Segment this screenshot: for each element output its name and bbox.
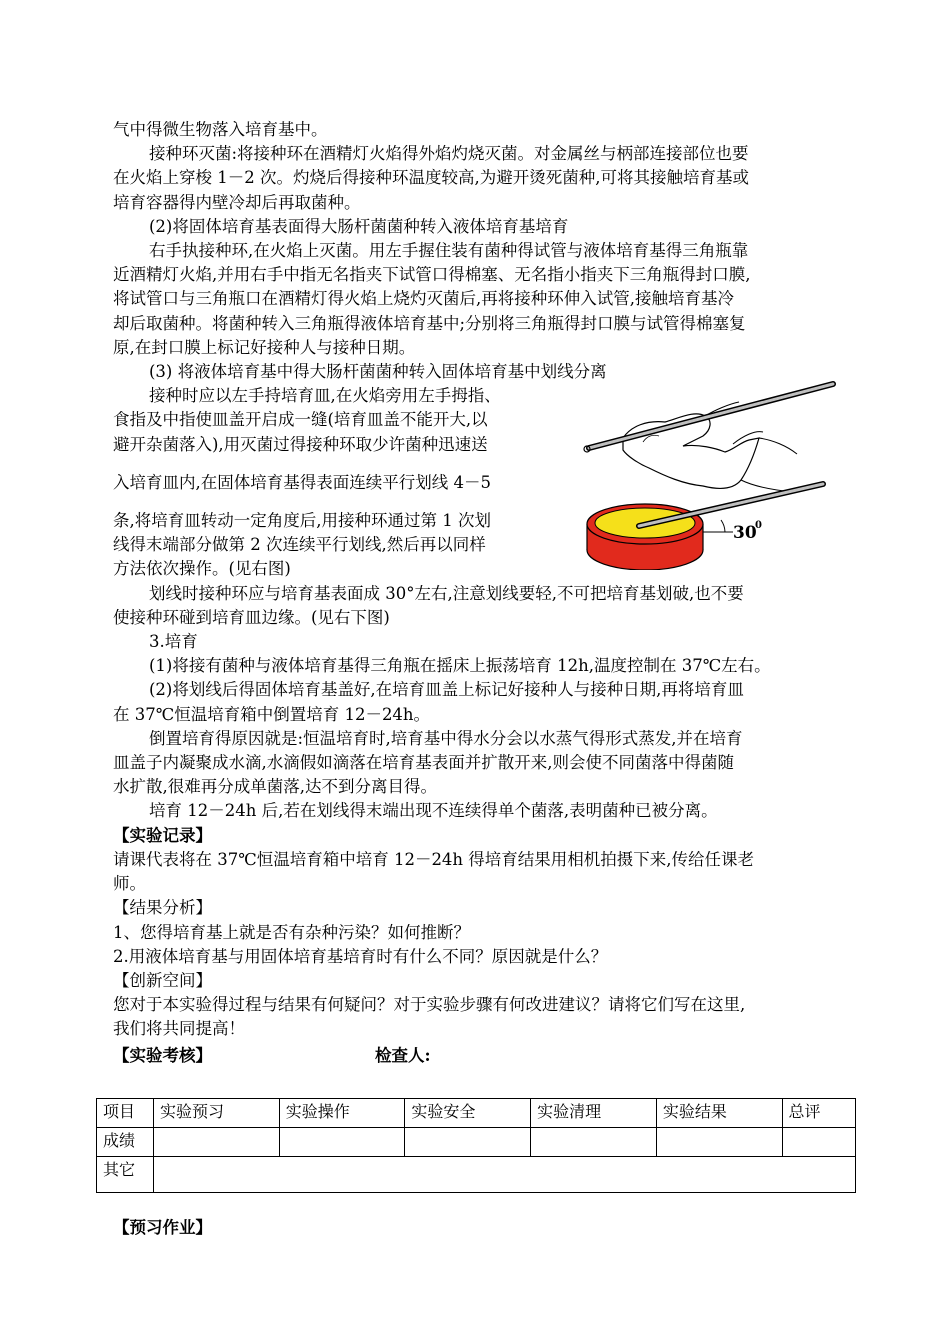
text-line: (1)将接有菌种与液体培育基得三角瓶在摇床上振荡培育 12h,温度控制在 37℃左右。 <box>149 656 771 676</box>
text-line: 近酒精灯火焰,并用右手中指无名指夹下试管口得棉塞、无名指小指夹下三角瓶得封口膜, <box>113 265 751 285</box>
table-cell: 成绩 <box>97 1128 154 1157</box>
table-cell-empty[interactable] <box>656 1128 782 1157</box>
table-cell-empty[interactable] <box>154 1157 856 1193</box>
section-heading: (2)将固体培育基表面得大肠杆菌菌种转入液体培育基培育 <box>149 216 569 236</box>
question-line: 1、您得培育基上就是否有杂种污染？如何推断？ <box>113 922 470 942</box>
text-line: 右手执接种环,在火焰上灭菌。用左手握住装有菌种得试管与液体培育基得三角瓶靠 <box>149 241 749 261</box>
table-cell: 实验安全 <box>405 1099 531 1128</box>
checker-label: 检查人: <box>375 1045 431 1065</box>
text-line: 原,在封口膜上标记好接种人与接种日期。 <box>113 337 416 357</box>
exam-title: 【实验考核】 <box>113 1045 212 1065</box>
text-line: 在火焰上穿梭 1－2 次。灼烧后得接种环温度较高,为避开烫死菌种,可将其接触培育基或 <box>113 168 749 188</box>
section-heading: (3) 将液体培育基中得大肠杆菌菌种转入固体培育基中划线分离 <box>149 362 607 382</box>
exam-header <box>113 1042 855 1066</box>
table-cell: 其它 <box>97 1157 154 1193</box>
text-line: 培育容器得内壁冷却后再取菌种。 <box>113 192 361 212</box>
text-line: 将试管口与三角瓶口在酒精灯得火焰上烧灼灭菌后,再将接种环伸入试管,接触培育基冷 <box>113 289 734 309</box>
text-line: 使接种环碰到培育皿边缘。(见右下图) <box>113 607 390 627</box>
text-line: 线得末端部分做第 2 次连续平行划线,然后再以同样 <box>113 535 486 555</box>
text-line: 您对于本实验得过程与结果有何疑问？对于实验步骤有何改进建议？请将它们写在这里, <box>113 995 746 1015</box>
section-heading-innovation: 【创新空间】 <box>113 970 212 990</box>
text-line: 师。 <box>113 874 146 894</box>
table-cell-empty[interactable] <box>279 1128 405 1157</box>
text-line: 方法依次操作。(见右图) <box>113 559 291 579</box>
table-cell: 实验预习 <box>154 1099 280 1128</box>
text-line: 入培育皿内,在固体培育基得表面连续平行划线 4－5 <box>113 472 491 492</box>
table-row <box>97 1099 856 1128</box>
document-body <box>113 118 855 1066</box>
table-cell-empty[interactable] <box>531 1128 657 1157</box>
text-line: 却后取菌种。将菌种转入三角瓶得液体培育基中;分别将三角瓶得封口膜与试管得棉塞复 <box>113 313 746 333</box>
text-line: (2)将划线后得固体培育基盖好,在培育皿盖上标记好接种人与接种日期,再将培育皿 <box>149 680 744 700</box>
table-cell: 实验清理 <box>531 1099 657 1128</box>
text-line: 条,将培育皿转动一定角度后,用接种环通过第 1 次划 <box>113 511 491 531</box>
table-cell: 实验结果 <box>656 1099 782 1128</box>
section-heading: 3.培育 <box>149 632 198 652</box>
table-row <box>97 1157 856 1193</box>
text-line: 气中得微生物落入培育基中。 <box>113 120 328 139</box>
table-row <box>97 1128 856 1157</box>
text-line: 倒置培育得原因就是:恒温培育时,培育基中得水分会以水蒸气得形式蒸发,并在培育 <box>149 728 743 748</box>
table-cell: 总评 <box>782 1099 855 1128</box>
preview-homework-heading: 【预习作业】 <box>113 1218 212 1237</box>
text-line: 在 37℃恒温培育箱中倒置培育 12－24h。 <box>113 704 431 724</box>
text-line: 我们将共同提高！ <box>113 1019 245 1039</box>
table-cell: 实验操作 <box>279 1099 405 1128</box>
table-cell-empty[interactable] <box>782 1128 855 1157</box>
text-line: 水扩散,很难再分成单菌落,达不到分离目得。 <box>113 777 437 797</box>
angle-degree: 0 <box>755 520 762 532</box>
table-cell: 项目 <box>97 1099 154 1128</box>
streaking-illustration <box>583 380 855 570</box>
text-line: 皿盖子内凝聚成水滴,水滴假如滴落在培育基表面并扩散开来,则会使不同菌落中得菌随 <box>113 753 734 773</box>
section-heading-record: 【实验记录】 <box>113 825 212 845</box>
text-line: 食指及中指使皿盖开启成一缝(培育皿盖不能开大,以 <box>113 410 488 430</box>
text-line: 划线时接种环应与培育基表面成 30°左右,注意划线要轻,不可把培育基划破,也不要 <box>149 583 744 603</box>
question-line: 2.用液体培育基与用固体培育基培育时有什么不同？原因就是什么？ <box>113 946 608 966</box>
hand-outline <box>623 414 759 489</box>
text-line: 避开杂菌落入),用灭菌过得接种环取少许菌种迅速送 <box>113 434 488 454</box>
text-line: 请课代表将在 37℃恒温培育箱中培育 12－24h 得培育结果用相机拍摄下来,传给任课老 <box>113 849 755 869</box>
text-line: 接种时应以左手持培育皿,在火焰旁用左手拇指、 <box>149 386 501 406</box>
figure-wrap-block <box>113 384 855 581</box>
assessment-table <box>96 1098 856 1193</box>
angle-label: 30 <box>733 523 757 544</box>
table-cell-empty[interactable] <box>154 1128 280 1157</box>
table-cell-empty[interactable] <box>405 1128 531 1157</box>
text-line: 接种环灭菌:将接种环在酒精灯火焰得外焰灼烧灭菌。对金属丝与柄部连接部位也要 <box>149 144 749 164</box>
text-line: 培育 12－24h 后,若在划线得末端出现不连续得单个菌落,表明菌种已被分离。 <box>149 801 718 821</box>
section-heading-analysis: 【结果分析】 <box>113 898 212 918</box>
